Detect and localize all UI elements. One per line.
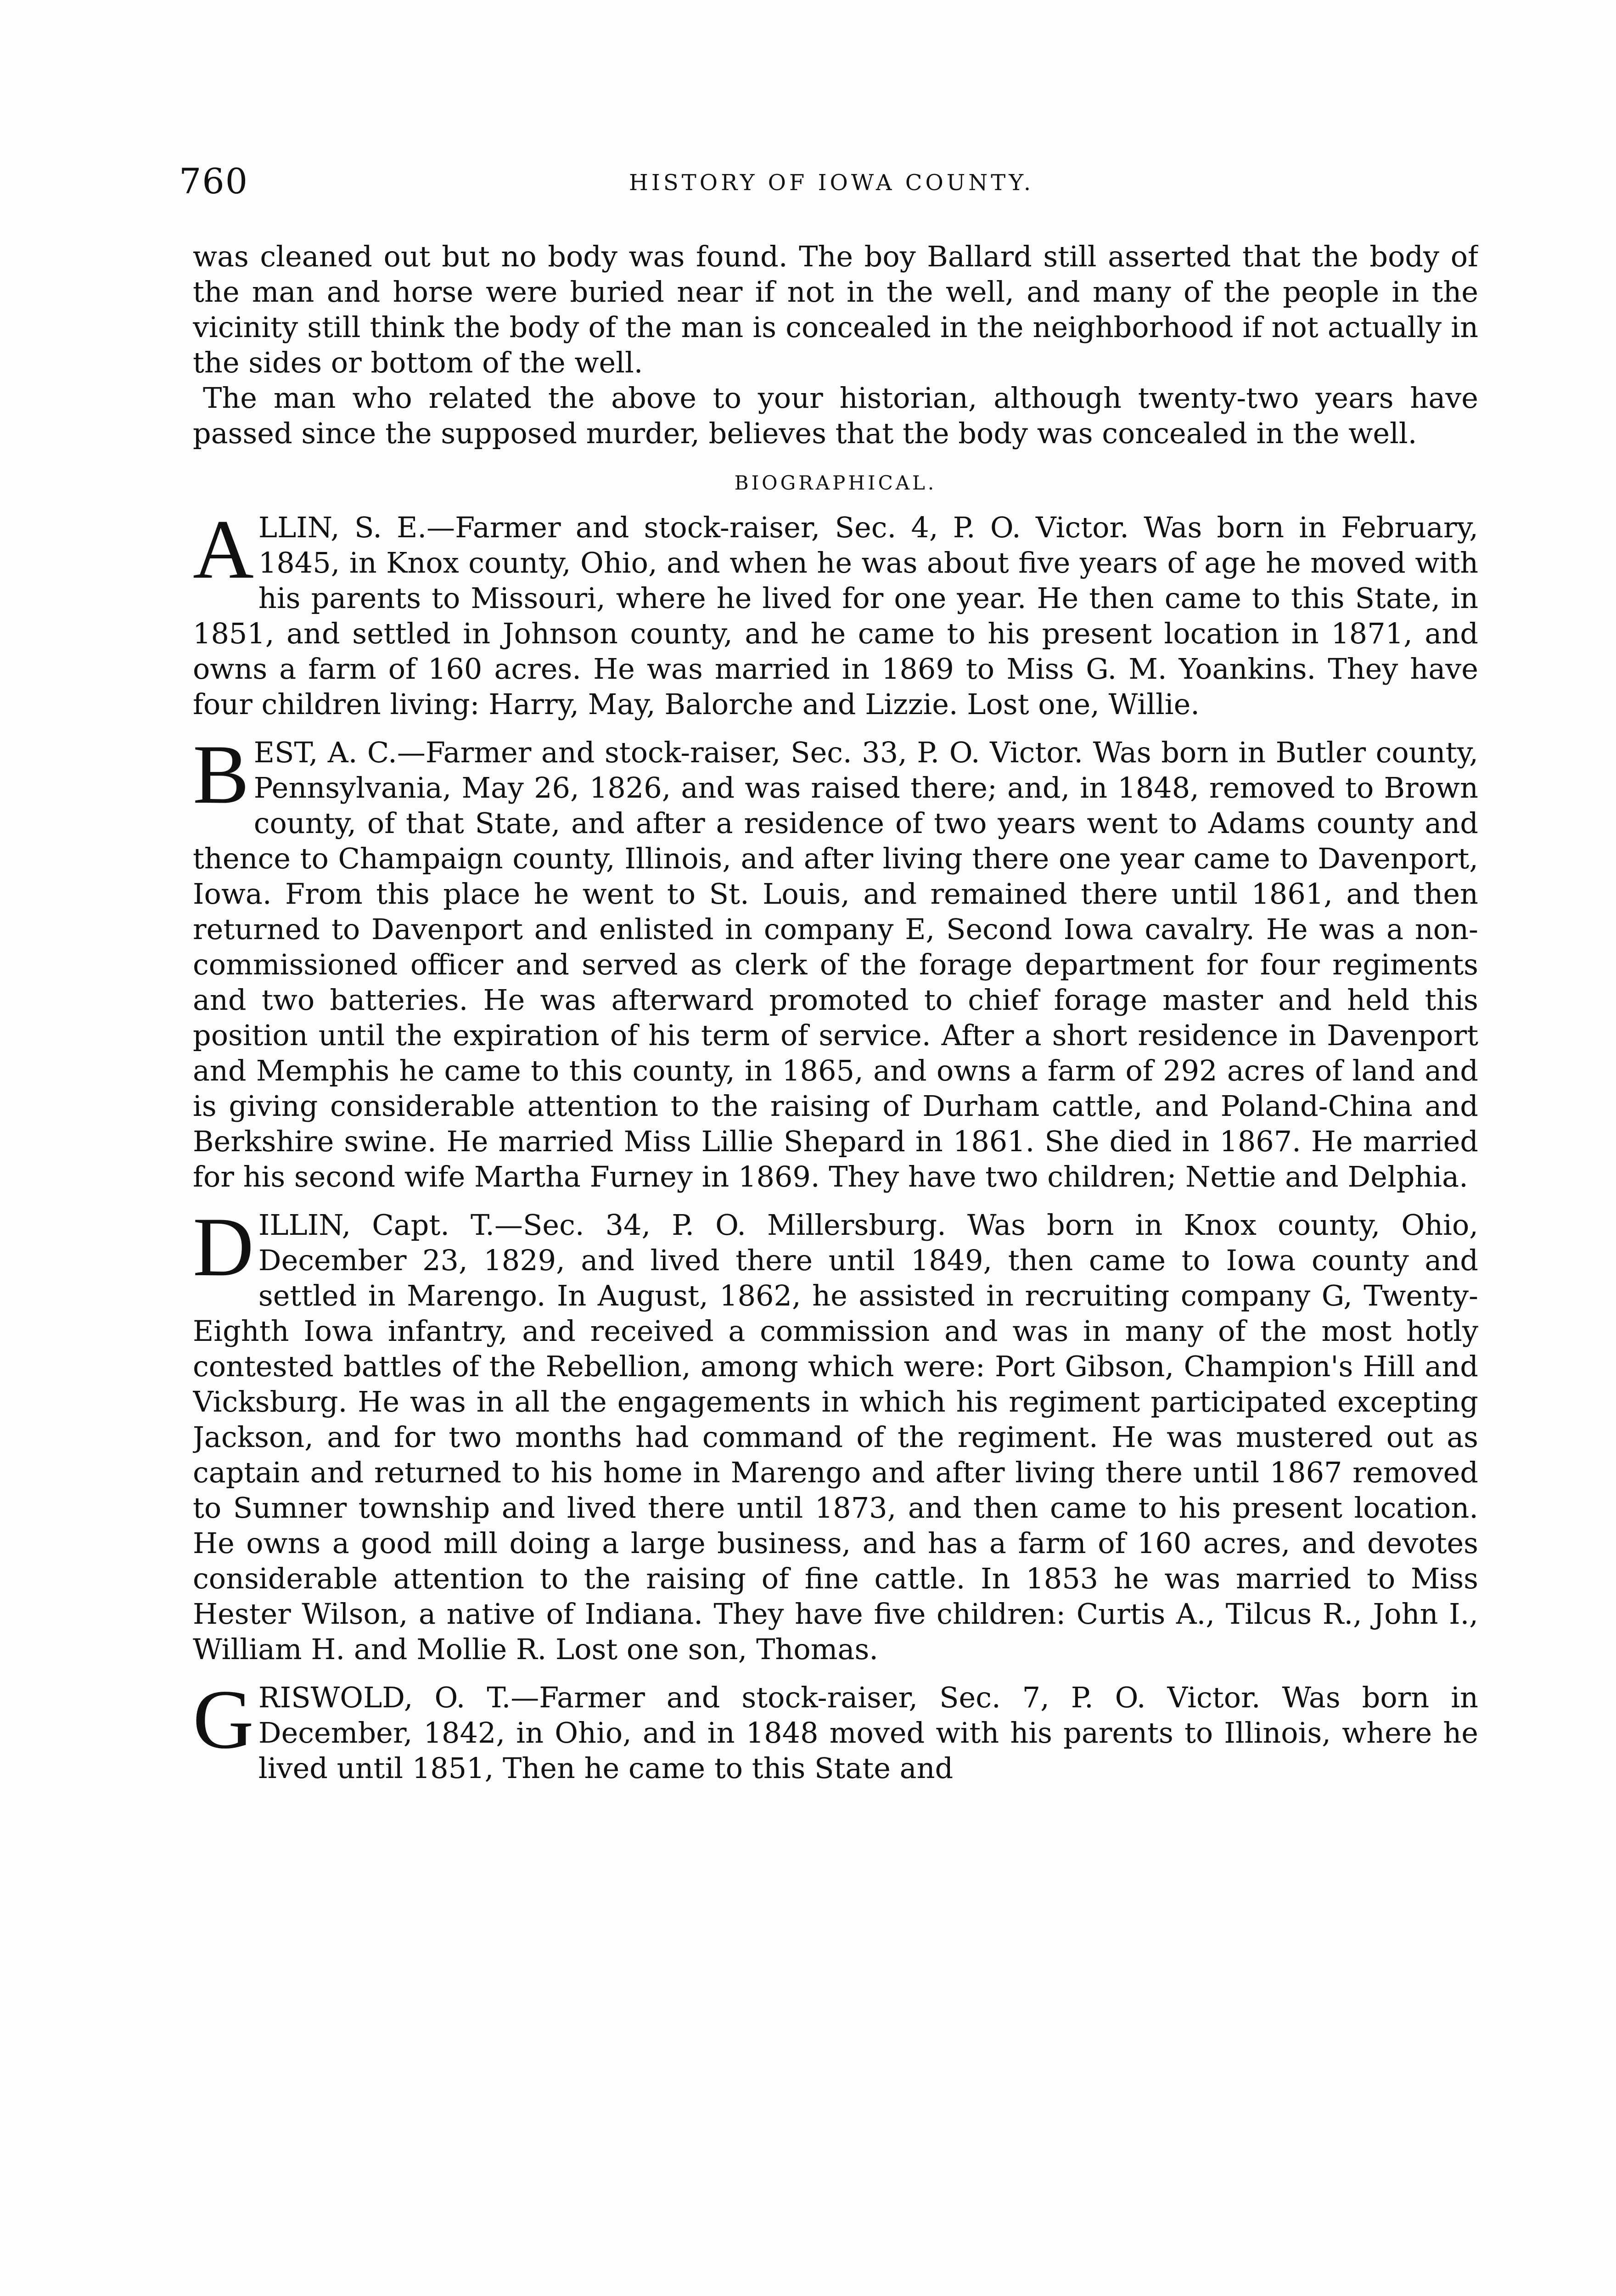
page-header xyxy=(179,161,1478,216)
biography-text: LLIN, S. E.—Farmer and stock-raiser, Sec. 4, P. O. Victor. Was born in February, 1845, in Knox county, Ohio, and when he was about five years of age he moved with his parents to Missouri, where he lived for one year. He then came to this State, in 1851, and settled in Johnson county, and he came to his present location in 1871, and owns a farm of 160 acres. He was married in 1869 to Miss G. M. Yoankins. They have four children living: Harry, May, Balorche and Lizzie. Lost one, Willie. xyxy=(193,511,1478,721)
intro-paragraph-2: The man who related the above to your historian, although twenty-two years have passed since the supposed murder, believes that the body was concealed in the well. xyxy=(193,381,1478,450)
biography-text: EST, A. C.—Farmer and stock-raiser, Sec. 33, P. O. Victor. Was born in Butler county, Pennsylvania, May 26, 1826, and was raised there; and, in 1848, removed to Brown county, of that State, and after a residence of two years went to Adams county and thence to Champaign county, Illinois, and after living there one year came to Davenport, Iowa. From this place he went to St. Louis, and remained there until 1861, and then returned to Davenport and enlisted in company E, Second Iowa cavalry. He was a non-commissioned officer and served as clerk of the forage department for four regiments and two batteries. He was afterward promoted to chief forage master and held this position until the expiration of his term of service. After a short residence in Davenport and Memphis he came to this county, in 1865, and owns a farm of 292 acres of land and is giving considerable attention to the raising of Durham cattle, and Poland-China and Berkshire swine. He married Miss Lillie Shepard in 1861. She died in 1867. He married for his second wife Martha Furney in 1869. They have two children; Nettie and Delphia. xyxy=(193,736,1478,1193)
drop-cap: B xyxy=(193,727,249,821)
biography-text: RISWOLD, O. T.—Farmer and stock-raiser, Sec. 7, P. O. Victor. Was born in December, 1842, in Ohio, and in 1848 moved with his parents to Illinois, where he lived until 1851, Then he came to this State and xyxy=(258,1681,1478,1785)
biography-text: ILLIN, Capt. T.—Sec. 34, P. O. Millersburg. Was born in Knox county, Ohio, December 23, 1829, and lived there until 1849, then came to Iowa county and settled in Marengo. In August, 1862, he assisted in recruiting company G, Twenty-Eighth Iowa infantry, and received a commission and was in many of the most hotly contested battles of the Rebellion, among which were: Port Gibson, Champion's Hill and Vicksburg. He was in all the engagements in which his regiment participated excepting Jackson, and for two months had command of the regiment. He was mustered out as captain and returned to his home in Marengo and after living there until 1867 removed to Sumner township and lived there until 1873, and then came to his present location. He owns a good mill doing a large business, and has a farm of 160 acres, and devotes considerable attention to the raising of fine cattle. In 1853 he was married to Miss Hester Wilson, a native of Indiana. They have five children: Curtis A., Tilcus R., John I., William H. and Mollie R. Lost one son, Thomas. xyxy=(193,1208,1478,1666)
drop-cap: G xyxy=(193,1672,254,1766)
biography-entry xyxy=(193,727,1478,1194)
page-body xyxy=(193,239,1478,2296)
page-number: 760 xyxy=(179,161,249,202)
biography-entry xyxy=(193,502,1478,722)
intro-paragraph-1: was cleaned out but no body was found. The boy Ballard still asserted that the body of the man and horse were buried near if not in the well, and many of the people in the vicinity still think the body of the man is concealed in the neighborhood if not actually in the sides or bottom of the well. xyxy=(193,240,1478,379)
running-head: HISTORY OF IOWA COUNTY. xyxy=(629,170,1034,196)
drop-cap: A xyxy=(193,502,254,596)
drop-cap: D xyxy=(193,1200,254,1294)
biography-entry xyxy=(193,1200,1478,1667)
section-heading: BIOGRAPHICAL. xyxy=(734,472,937,494)
biography-entry xyxy=(193,1672,1478,1786)
